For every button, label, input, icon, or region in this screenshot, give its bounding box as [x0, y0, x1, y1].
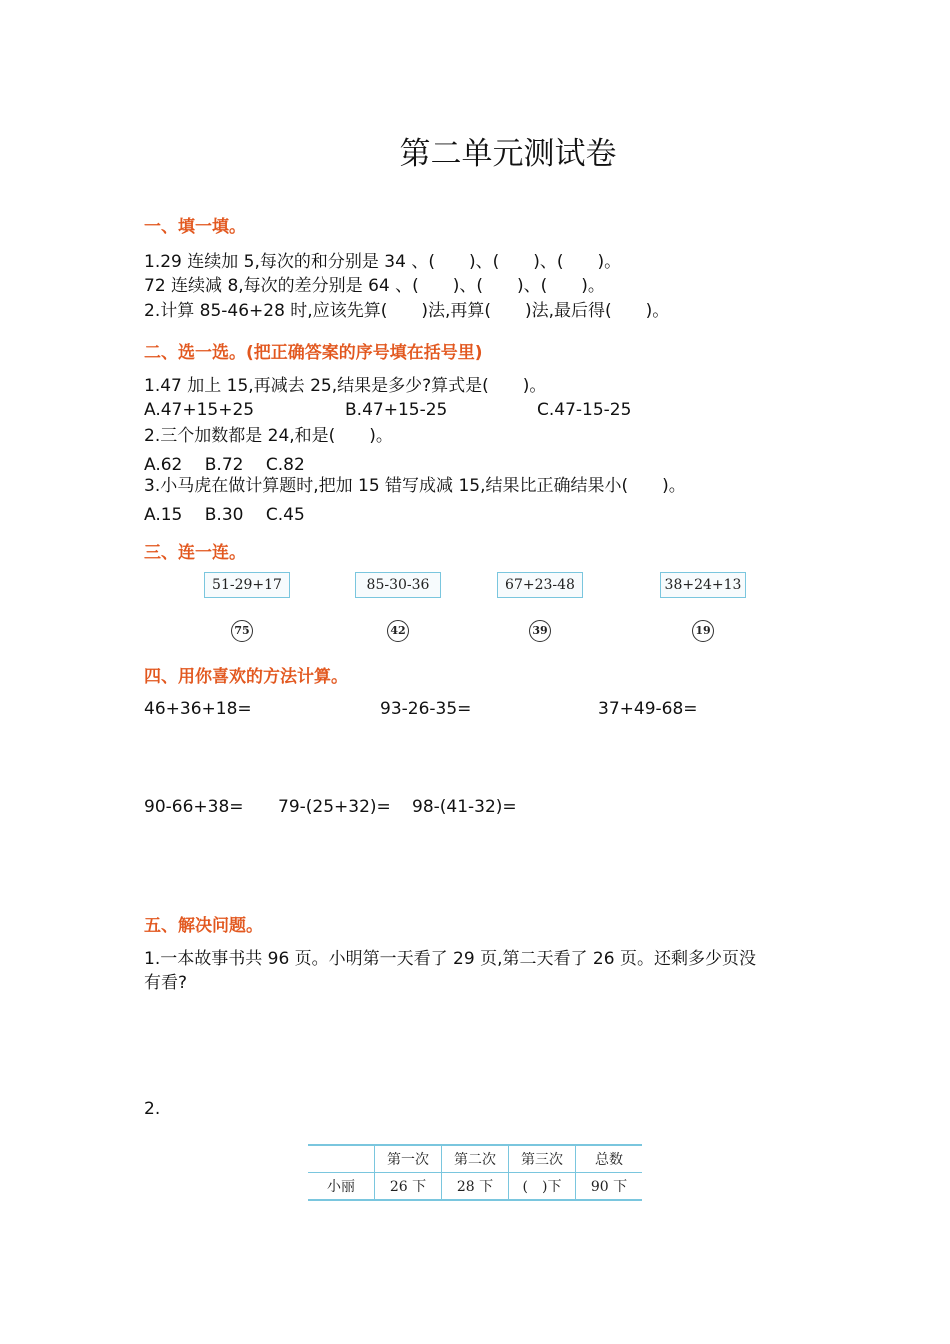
expression-box: 51-29+17	[204, 572, 290, 598]
table-header-row	[308, 1145, 642, 1173]
table-cell	[308, 1145, 375, 1173]
question-1-1-b: 72 连续减 8,每次的差分别是 64 、( )、( )、( )。	[144, 276, 605, 296]
question-2-2-options: A.62 B.72 C.82	[144, 455, 305, 475]
question-2-1: 1.47 加上 15,再减去 25,结果是多少?算式是( )。	[144, 376, 547, 396]
calc-item: 37+49-68=	[598, 699, 698, 719]
calc-item: 90-66+38=	[144, 797, 244, 817]
option-c: C.47-15-25	[537, 400, 632, 420]
table-cell: 第二次	[442, 1145, 509, 1173]
section-2-heading: 二、选一选。(把正确答案的序号填在括号里)	[144, 343, 483, 363]
calc-item: 93-26-35=	[380, 699, 472, 719]
section-4-heading: 四、用你喜欢的方法计算。	[144, 667, 348, 687]
expression-box: 38+24+13	[660, 572, 746, 598]
table-cell: 总数	[576, 1145, 643, 1173]
table-cell: 90 下	[576, 1173, 643, 1201]
table-cell: 第三次	[509, 1145, 576, 1173]
option-a: A.47+15+25	[144, 400, 255, 420]
table-cell: 28 下	[442, 1173, 509, 1201]
answer-circle: 75	[231, 620, 253, 642]
problem-1: 1.一本故事书共 96 页。小明第一天看了 29 页,第二天看了 26 页。还剩多少页没	[144, 949, 756, 969]
answer-circle: 42	[387, 620, 409, 642]
expression-box: 85-30-36	[355, 572, 441, 598]
expression-box: 67+23-48	[497, 572, 583, 598]
section-1-heading: 一、填一填。	[144, 217, 246, 237]
calc-item: 79-(25+32)=	[278, 797, 391, 817]
problem-1-cont: 有看?	[144, 973, 188, 993]
section-3-heading: 三、连一连。	[144, 543, 246, 563]
problem-2: 2.	[144, 1099, 161, 1119]
table-cell: ( )下	[509, 1173, 576, 1201]
answer-circle: 39	[529, 620, 551, 642]
question-2-2: 2.三个加数都是 24,和是( )。	[144, 426, 393, 446]
option-b: B.47+15-25	[345, 400, 448, 420]
table-cell: 26 下	[375, 1173, 442, 1201]
score-table	[308, 1144, 642, 1201]
page-title: 第二单元测试卷	[399, 136, 617, 172]
answer-circle: 19	[692, 620, 714, 642]
question-2-3: 3.小马虎在做计算题时,把加 15 错写成减 15,结果比正确结果小( )。	[144, 476, 686, 496]
table-cell: 小丽	[308, 1173, 375, 1201]
table-row	[308, 1173, 642, 1201]
question-1-2: 2.计算 85-46+28 时,应该先算( )法,再算( )法,最后得( )。	[144, 301, 670, 321]
calc-item: 46+36+18=	[144, 699, 252, 719]
question-1-1: 1.29 连续加 5,每次的和分别是 34 、( )、( )、( )。	[144, 252, 622, 272]
section-5-heading: 五、解决问题。	[144, 916, 263, 936]
question-2-3-options: A.15 B.30 C.45	[144, 505, 305, 525]
table-cell: 第一次	[375, 1145, 442, 1173]
calc-item: 98-(41-32)=	[412, 797, 517, 817]
